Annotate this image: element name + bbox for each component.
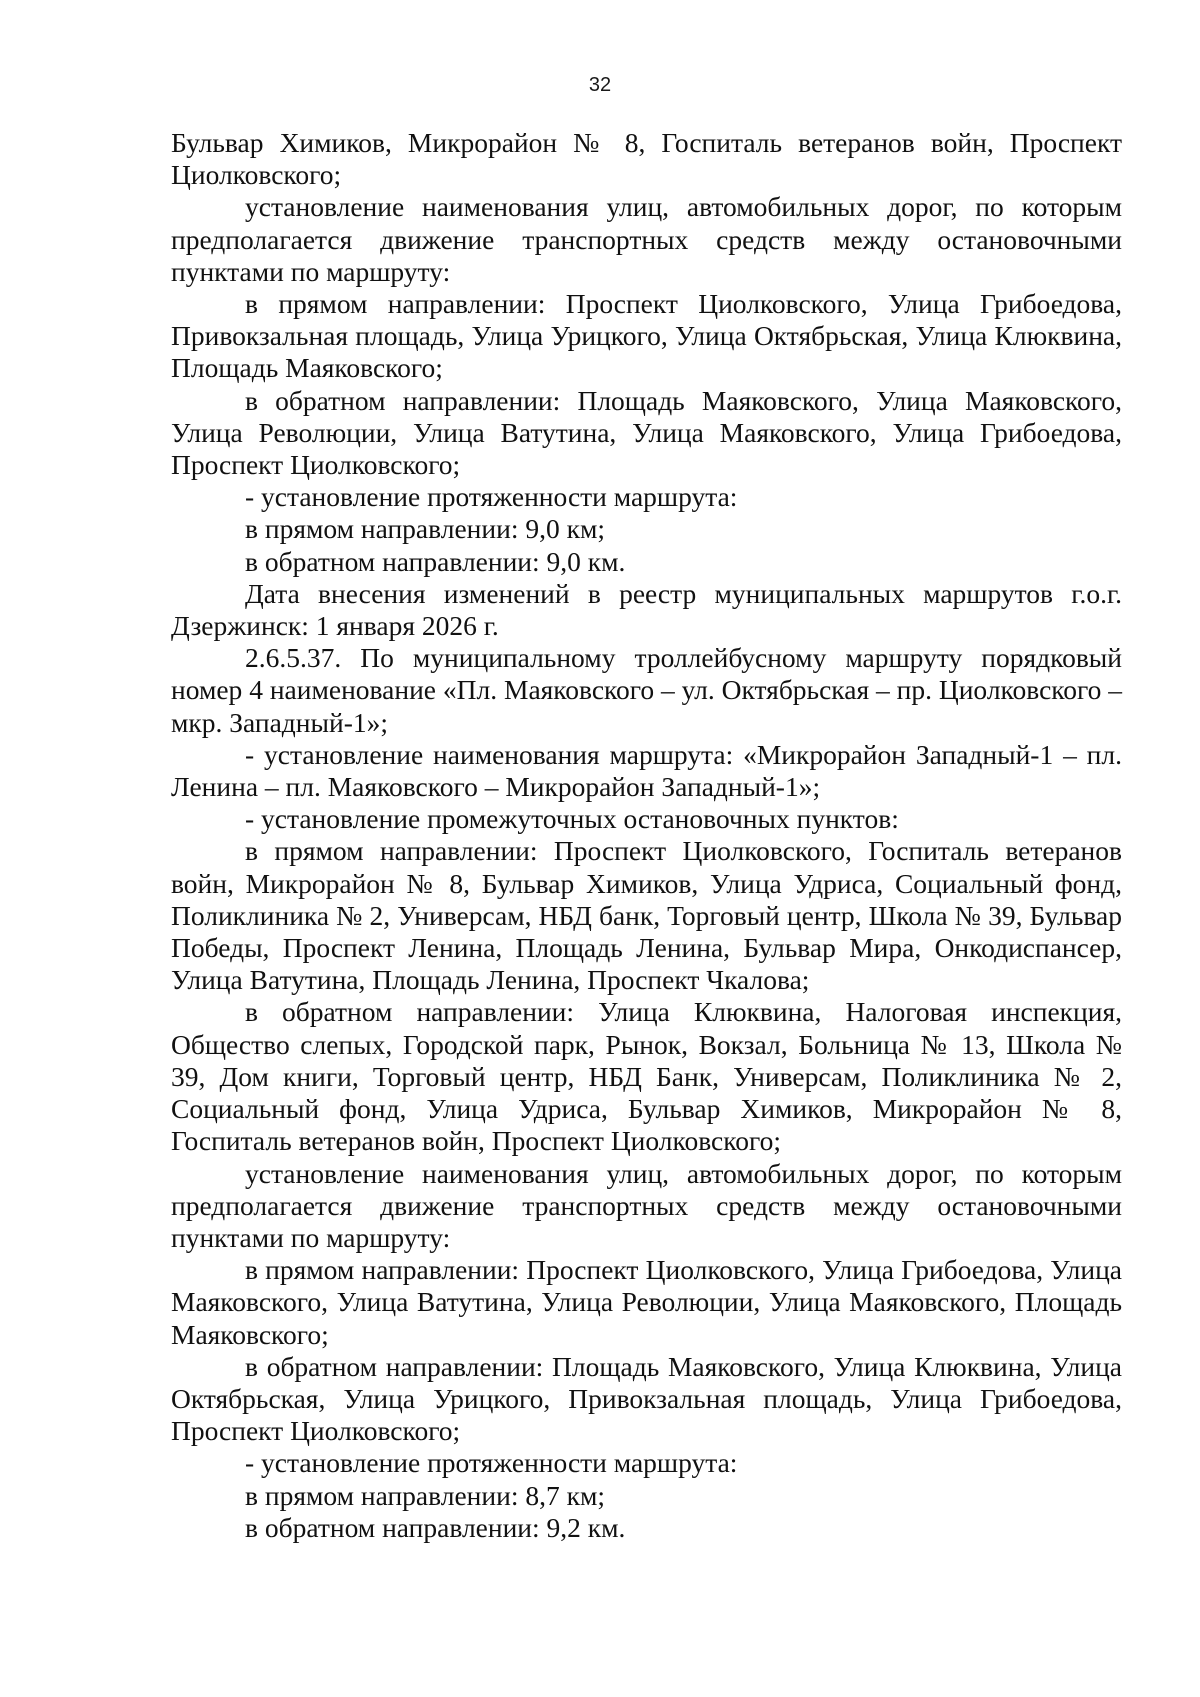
paragraph-change-date: Дата внесения изменений в реестр муниципальных маршрутов г.о.г. Дзержинск: 1 января 2026 г.: [171, 577, 1122, 642]
paragraph-forward-length-2: в прямом направлении: 8,7 км;: [245, 1479, 605, 1511]
page-number: 32: [588, 74, 612, 96]
paragraph-reverse-length: в обратном направлении: 9,0 км.: [245, 545, 626, 577]
document-body: [171, 127, 1122, 1544]
paragraph-route-name: - установление наименования маршрута: «Микрорайон Западный-1 – пл. Ленина – пл. Маяковского – Микрорайон Западный-1»;: [171, 738, 1122, 803]
paragraph-reverse-streets: в обратном направлении: Площадь Маяковского, Улица Маяковского, Улица Революции, Улица Ватутина, Улица Маяковского, Улица Грибоедова, Проспект Циолковского;: [171, 384, 1122, 481]
paragraph-reverse-length-2: в обратном направлении: 9,2 км.: [245, 1511, 626, 1543]
paragraph-forward-streets: в прямом направлении: Проспект Циолковского, Улица Грибоедова, Привокзальная площадь, Улица Урицкого, Улица Октябрьская, Улица Клюквина, Площадь Маяковского;: [171, 288, 1122, 384]
paragraph-route-4-title: 2.6.5.37. По муниципальному троллейбусному маршруту порядковый номер 4 наименование «Пл. Маяковского – ул. Октябрьская – пр. Циолковского – мкр. Западный-1»;: [171, 642, 1122, 738]
paragraph-length-heading: - установление протяженности маршрута:: [245, 481, 738, 513]
paragraph-forward-streets-2: в прямом направлении: Проспект Циолковского, Улица Грибоедова, Улица Маяковского, Улица Ватутина, Улица Революции, Улица Маяковского, Площадь Маяковского;: [171, 1254, 1122, 1350]
paragraph-forward-stops: в прямом направлении: Проспект Циолковского, Госпиталь ветеранов войн, Микрорайон № 8, Бульвар Химиков, Улица Удриса, Социальный фонд, Поликлиника № 2, Универсам, НБД банк, Торговый центр, Школа № 39, Бульвар Победы, Проспект Ленина, Площадь Ленина, Бульвар Мира, Онкодиспансер, Улица Ватутина, Площадь Ленина, Проспект Чкалова;: [171, 835, 1122, 996]
paragraph-streets-heading-2: установление наименования улиц, автомобильных дорог, по которым предполагается движение транспортных средств между остановочными пунктами по маршруту:: [171, 1157, 1122, 1253]
paragraph-reverse-stops: в обратном направлении: Улица Клюквина, Налоговая инспекция, Общество слепых, Городской парк, Рынок, Вокзал, Больница № 13, Школа № 39, Дом книги, Торговый центр, НБД Банк, Универсам, Поликлиника № 2, Социальный фонд, Улица Удриса, Бульвар Химиков, Микрорайон № 8, Госпиталь ветеранов войн, Проспект Циолковского;: [171, 996, 1122, 1157]
paragraph-streets-heading: установление наименования улиц, автомобильных дорог, по которым предполагается движение транспортных средств между остановочными пунктами по маршруту:: [171, 191, 1122, 287]
paragraph-reverse-streets-2: в обратном направлении: Площадь Маяковского, Улица Клюквина, Улица Октябрьская, Улица Урицкого, Привокзальная площадь, Улица Грибоедова, Проспект Циолковского;: [171, 1350, 1122, 1447]
paragraph-forward-length: в прямом направлении: 9,0 км;: [245, 513, 605, 545]
paragraph-stops-heading: - установление промежуточных остановочных пунктов:: [245, 803, 899, 835]
paragraph-length-heading-2: - установление протяженности маршрута:: [245, 1447, 738, 1479]
paragraph-continuation: Бульвар Химиков, Микрорайон № 8, Госпиталь ветеранов войн, Проспект Циолковского;: [171, 127, 1122, 191]
